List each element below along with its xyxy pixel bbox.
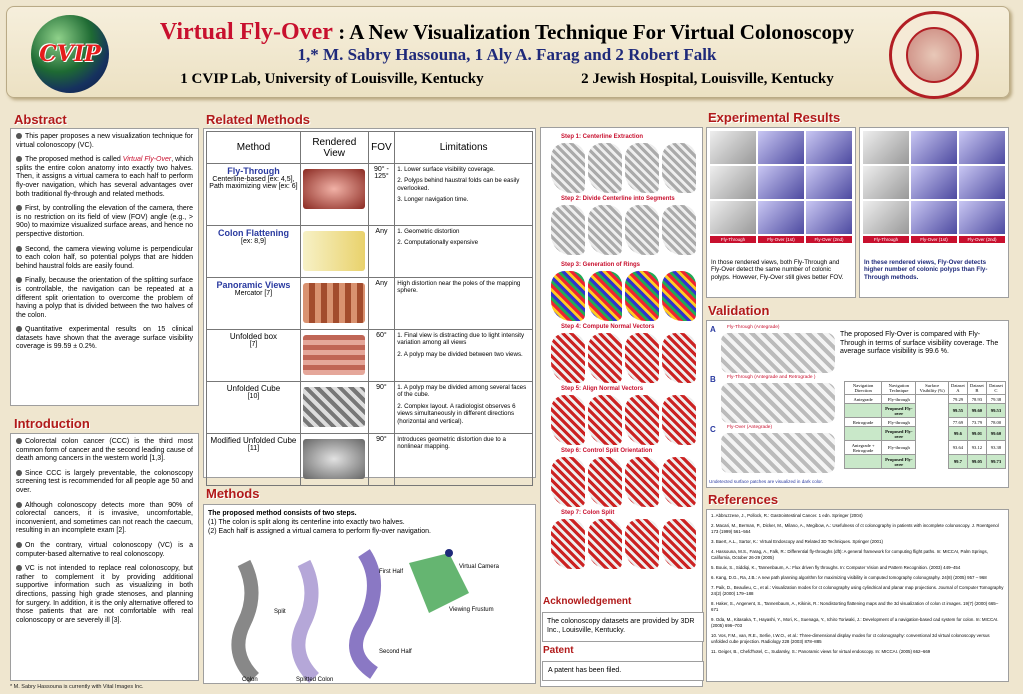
related-methods-box: [203, 128, 536, 478]
experimental-right-box: [859, 127, 1009, 298]
visibility-table-cell: Antegrade + Retrograde: [845, 441, 882, 455]
visibility-table-cell: 99.01: [967, 427, 986, 441]
visibility-table-cell: 79.29: [948, 395, 967, 404]
visibility-spacer-cell: [916, 418, 948, 427]
visibility-map: [721, 433, 835, 473]
table-row: [207, 434, 533, 486]
method-name: Modified Unfolded Cube: [210, 436, 297, 445]
table-header-0: Method: [207, 132, 301, 164]
rendered-colon-view: [710, 131, 756, 164]
abstract-paragraph: Second, the camera viewing volume is perpendicular to each colon half, so potential polyps that are hidden behind haustral folds are easily found.: [16, 245, 193, 270]
abstract-text: [11, 129, 198, 362]
limitations-cell: [395, 278, 533, 330]
patent-box: A patent has been filed.: [542, 661, 704, 681]
visibility-table-cell: Proposed Fly-over: [882, 404, 916, 418]
splitted-colon-shape: [298, 563, 314, 678]
reference-item: 3. Baert, A.L., Sartor, K.: Virtual Endoscopy and Related 3D Techniques. Springer (2001): [711, 539, 883, 544]
validation-note: Undetected surface patches are visualized in dark color.: [709, 479, 823, 484]
experimental-right-caption: In these rendered views, Fly-Over detects higher number of colonic polyps than Fly-Through methods.: [864, 259, 988, 281]
view-tag: Fly-Over (2nd): [959, 236, 1005, 243]
colon-rendering: [662, 143, 696, 193]
validation-text: The proposed Fly-Over is compared with Fly-Through in terms of surface visibility coverage. The average surface visibility is 99.6 %.: [840, 331, 999, 355]
visibility-map: [721, 383, 835, 423]
visibility-table-cell: 99.7: [948, 455, 967, 469]
poster-title: [127, 19, 887, 46]
step-label: Step 1: Centerline Extraction: [561, 134, 644, 140]
view-tag: Fly-Over (2nd): [806, 236, 852, 243]
experimental-results-title: Experimental Results: [708, 110, 841, 125]
affiliations: [127, 71, 887, 88]
visibility-table-cell: 93.64: [948, 441, 967, 455]
colon-shape: [238, 563, 254, 678]
visibility-table-header: Navigation Technique: [882, 382, 916, 395]
reference-item: 11. Geiger, B., Chefd'hotel, C., Sudarsky, S.: Panoramic views for virtual endoscopy. In: MICCAI. (2005) 662–669: [711, 649, 931, 654]
colon-rendering: [551, 457, 585, 507]
visibility-spacer-cell: [916, 441, 948, 455]
methods-title: Methods: [206, 486, 260, 501]
visibility-table-header: Dataset A: [948, 382, 967, 395]
visibility-table-row: [845, 395, 1006, 404]
visibility-table-cell: Fly-through: [882, 395, 916, 404]
limitation-item: 1. Geometric distortion: [397, 228, 460, 235]
visibility-table-cell: [845, 455, 882, 469]
visibility-table-header: Dataset B: [967, 382, 986, 395]
related-methods-table: [206, 131, 533, 486]
colon-rendering: [588, 333, 622, 383]
bullet-icon: [16, 438, 22, 444]
abstract-paragraph: First, by controlling the elevation of the camera, there is no restriction on its field of view (FOV) angle (e.g., > 90o) to maximize visualized surface areas, and hence no perspective distortion.: [16, 205, 193, 238]
references-title: References: [708, 492, 779, 507]
visibility-table-row: [845, 441, 1006, 455]
rendered-colon-view: [758, 166, 804, 199]
method-cell: [207, 278, 301, 330]
bullet-icon: [16, 156, 22, 162]
introduction-paragraph: On the contrary, virtual colonoscopy (VC) is a computer-based alternative to real colonoscopy.: [16, 541, 193, 558]
table-row: [207, 226, 533, 278]
visibility-table-cell: 79.38: [986, 395, 1005, 404]
rendered-colon-view: [863, 131, 909, 164]
bullet-icon: [16, 565, 22, 571]
methods-step-2: (2) Each half is assigned a virtual camera to perform fly-over navigation.: [208, 528, 431, 535]
rendered-view-thumbnail: [303, 439, 365, 479]
step-image-row: [551, 271, 696, 321]
visibility-table-cell: 78.93: [967, 395, 986, 404]
colon-rendering: [588, 143, 622, 193]
visibility-spacer-cell: [916, 404, 948, 418]
method-detail: [11]: [247, 445, 260, 452]
reference-item: 1. Abbruzzese, J., Pollock, R.: Gastrointestinal Cancer. 1 edn. Springer (2004): [711, 513, 863, 518]
rendered-colon-view: [806, 201, 852, 234]
limitations-cell: [395, 382, 533, 434]
fov-cell: 90°: [368, 382, 395, 434]
panel-title: Fly-Through (Antegrade and Retrograde ): [727, 375, 816, 380]
virtual-fly-over-term: Virtual Fly-Over: [122, 156, 172, 164]
reference-item: 6. Kang, D.G., Ra, J.B.: A new path planning algorithm for maximizing visibility in computed tomography colonography. 24(8) (2005) 957 – 968: [711, 575, 987, 580]
label-splitted-colon: Splitted Colon: [296, 677, 334, 683]
experimental-right-grid: [860, 128, 1008, 246]
colon-rendering: [625, 143, 659, 193]
panel-label: A: [710, 325, 716, 334]
panel-title: Fly-Through (Antegrade): [727, 325, 780, 330]
cvip-logo-text: CVIP: [39, 41, 101, 67]
method-detail: [ex: 8,9]: [241, 238, 266, 245]
method-name: Colon Flattening: [217, 228, 289, 238]
method-detail: [10]: [247, 393, 260, 400]
limitation-item: 1. Final view is distracting due to light intensity variation among all views: [397, 332, 525, 347]
rendered-colon-view: [911, 201, 957, 234]
visibility-map: [721, 333, 835, 373]
panel-label: C: [710, 425, 716, 434]
visibility-table-cell: 99.05: [967, 455, 986, 469]
methods-text: [204, 505, 535, 540]
fov-cell: 90° - 125°: [368, 164, 395, 226]
authors: 1,* M. Sabry Hassouna, 1 Aly A. Farag and 2 Robert Falk: [297, 45, 717, 64]
fov-cell: Any: [368, 226, 395, 278]
label-second-half: Second Half: [379, 649, 412, 655]
colon-rendering: [625, 333, 659, 383]
view-tag: Fly-Over (1st): [911, 236, 957, 243]
acknowledgement-title: Acknowledgement: [543, 596, 632, 607]
first-half-shape: [356, 553, 374, 673]
method-cell: [207, 382, 301, 434]
visibility-table-row: [845, 455, 1006, 469]
bullet-icon: [16, 470, 22, 476]
rendered-view-thumbnail: [303, 335, 365, 375]
visibility-table-cell: [845, 427, 882, 441]
limitation-item: 2. A polyp may be divided between two views.: [397, 350, 523, 358]
rendered-colon-view: [911, 166, 957, 199]
rendered-view-thumbnail: [303, 283, 365, 323]
experimental-left-box: [706, 127, 856, 298]
introduction-paragraph: Since CCC is largely preventable, the colonoscopy screening test is recommended for all people age 50 and over.: [16, 469, 193, 494]
panel-title: Fly-Over (Antegrade): [727, 425, 773, 430]
colon-rendering: [625, 519, 659, 569]
method-cell: [207, 164, 301, 226]
visibility-table-cell: 99.55: [948, 404, 967, 418]
bullet-icon: [16, 542, 22, 548]
colon-rendering: [588, 395, 622, 445]
visibility-table-cell: 77.69: [948, 418, 967, 427]
step-label: Step 7: Colon Split: [561, 510, 615, 516]
rendered-view-cell: [300, 330, 368, 382]
method-cell: [207, 434, 301, 486]
reference-item: 2. Macari, M., Berman, P., Dicker, M., Milano, A., Megibow, A.: Usefulness of ct colonography in patients with incomplete colonoscopy. J. Roentgenol 173 (1999) 561–564: [711, 523, 999, 534]
abstract-box: [10, 128, 199, 406]
visibility-table-cell: Proposed Fly-over: [882, 455, 916, 469]
rendered-view-cell: [300, 434, 368, 486]
method-detail: Centerline-based [ex: 4,5], Path maximizing view [ex: 6]: [209, 176, 298, 190]
step-image-row: [551, 519, 696, 569]
rendered-view-thumbnail: [303, 231, 365, 271]
limitations-cell: [395, 330, 533, 382]
introduction-paragraph: Colorectal colon cancer (CCC) is the third most common form of cancer and the second leading cause of death among cancers in the western world [1,3].: [16, 438, 193, 463]
reference-item: 10. Vos, F.M., van, R.E., Serlie, I.W.O., et al.: Three-dimensional display modes for ct colonography: conventional 3d virtual colonoscopy versus unfolded cube projection. Radiology 228 (2003) 878–885: [711, 633, 990, 644]
method-name: Fly-Through: [227, 166, 280, 176]
references-box: [706, 509, 1009, 682]
visibility-table-header: Dataset C: [986, 382, 1005, 395]
rendered-colon-view: [959, 166, 1005, 199]
colon-rendering: [625, 457, 659, 507]
colon-rendering: [662, 519, 696, 569]
visibility-table-cell: Proposed Fly-over: [882, 427, 916, 441]
colon-rendering: [551, 333, 585, 383]
colon-rendering: [662, 457, 696, 507]
rendered-colon-view: [806, 166, 852, 199]
visibility-table-cell: 99.6: [948, 427, 967, 441]
visibility-table-row: [845, 404, 1006, 418]
acknowledgement-box: The colonoscopy datasets are provided by 3DR Inc., Louisville, Kentucky.: [542, 612, 704, 642]
step-image-row: [551, 205, 696, 255]
step-image-row: [551, 333, 696, 383]
validation-box: [706, 320, 1009, 488]
rendered-colon-view: [758, 201, 804, 234]
reference-item: 5. Bouix, S., Siddiqi, K., Tannenbaum, A.: Flux driven fly throughs. In: Computer Vision and Pattern Recognition. (2003) 449–454: [711, 565, 961, 570]
visibility-spacer-cell: [916, 395, 948, 404]
colon-rendering: [662, 395, 696, 445]
reference-item: 4. Hassouna, M.S., Farag, A., Falk, R.: Differential fly-throughs (dft): A general framework for computing flight paths. In: MICCAI, Palm Springs, California, October 26-29 (2005): [711, 549, 988, 560]
colon-rendering: [551, 205, 585, 255]
patent-title: Patent: [543, 645, 574, 656]
affiliation-1: 1 CVIP Lab, University of Louisville, Kentucky: [180, 71, 484, 87]
rendered-colon-view: [758, 131, 804, 164]
title-rest: : A New Visualization Technique For Virtual Colonoscopy: [332, 20, 855, 44]
label-virtual-camera: Virtual Camera: [459, 564, 499, 570]
validation-title: Validation: [708, 303, 770, 318]
limitation-item: 1. Lower surface visibility coverage.: [397, 166, 495, 173]
visibility-table-cell: Fly-through: [882, 441, 916, 455]
abstract-title: Abstract: [14, 112, 67, 127]
colon-rendering: [588, 457, 622, 507]
bullet-icon: [16, 502, 22, 508]
rendered-colon-view: [959, 201, 1005, 234]
visibility-table-cell: 99.53: [986, 404, 1005, 418]
rendered-colon-view: [806, 131, 852, 164]
colon-rendering: [588, 519, 622, 569]
visibility-table-header: Surface Visibility (%): [916, 382, 948, 395]
limitation-item: Introduces geometric distortion due to a nonlinear mapping.: [397, 436, 506, 451]
colon-rendering: [625, 271, 659, 321]
method-cell: [207, 226, 301, 278]
colon-rendering: [662, 333, 696, 383]
rendered-colon-view: [863, 166, 909, 199]
abstract-paragraph: The proposed method is called Virtual Fly-Over, which splits the entire colon anatomy into exactly two halves. Then, it assigns a virtual camera to each half to perform fly-over navigation, which has several advantages over both traditional fly-through and related methods.: [16, 156, 193, 198]
limitation-item: High distortion near the poles of the mapping sphere.: [397, 280, 521, 295]
colon-rendering: [551, 519, 585, 569]
bullet-icon: [16, 133, 22, 139]
visibility-table-cell: 73.79: [967, 418, 986, 427]
view-tags: [863, 236, 1005, 243]
limitation-item: 3. Longer navigation time.: [397, 196, 469, 204]
visibility-table-cell: 99.73: [986, 455, 1005, 469]
rendered-view-cell: [300, 382, 368, 434]
rendered-colon-view: [710, 201, 756, 234]
visibility-table-cell: [845, 404, 882, 418]
step-label: Step 4: Compute Normal Vectors: [561, 324, 655, 330]
references-list: [707, 510, 1008, 662]
method-name: Unfolded Cube: [226, 384, 281, 393]
colon-rendering: [662, 205, 696, 255]
abstract-paragraph: Finally, because the orientation of the splitting surface is controllable, the navigation can be repeated at a different split orientation to overcome the problem of having a polyp that is divided between the two halves of the colon.: [16, 277, 193, 319]
visibility-table-cell: Antegrade: [845, 395, 882, 404]
colon-rendering: [662, 271, 696, 321]
visibility-table-header: Navigation Direction: [845, 382, 882, 395]
poster-header: [6, 6, 1010, 98]
view-tag: Fly-Through: [863, 236, 909, 243]
limitation-item: 1. A polyp may be divided among several faces of the cube.: [397, 384, 527, 399]
rendered-colon-view: [863, 201, 909, 234]
panel-label: B: [710, 375, 716, 384]
step-label: Step 3: Generation of Rings: [561, 262, 641, 268]
experimental-left-caption: In those rendered views, both Fly-Through and Fly-Over detect the same number of colonic polyps. However, Fly-Over still gives better FOV.: [711, 259, 844, 281]
bullet-icon: [16, 205, 22, 211]
methods-diagram: [204, 543, 534, 683]
limitations-cell: [395, 164, 533, 226]
visibility-table-cell: Retrograde: [845, 418, 882, 427]
rendered-colon-view: [959, 131, 1005, 164]
abstract-paragraph: Quantitative experimental results on 15 clinical datasets have shown that the average surface visibility coverage is 99.59 ± 0.2%.: [16, 326, 193, 351]
university-seal-logo: [889, 11, 979, 99]
method-name: Panoramic Views: [216, 280, 291, 290]
visibility-table-cell: 99.60: [967, 404, 986, 418]
rendered-view-thumbnail: [303, 169, 365, 209]
introduction-paragraph: Although colonoscopy detects more than 90% of colorectal cancers, it is invasive, uncomfortable, inconvenient, and sometimes can not reach the caecum, resulting in an incomplete exam [2].: [16, 501, 193, 535]
virtual-camera-shape: [445, 549, 453, 557]
table-header-1: Rendered View: [300, 132, 368, 164]
step-image-row: [551, 143, 696, 193]
introduction-title: Introduction: [14, 416, 90, 431]
colon-rendering: [551, 271, 585, 321]
rendered-view-cell: [300, 226, 368, 278]
visibility-table-cell: 93.12: [967, 441, 986, 455]
rendered-view-cell: [300, 164, 368, 226]
fov-cell: Any: [368, 278, 395, 330]
step-label: Step 5: Align Normal Vectors: [561, 386, 644, 392]
rendered-view-thumbnail: [303, 387, 365, 427]
method-detail: Mercator [7]: [234, 290, 273, 297]
reference-item: 9. Oda, M., Kitasaka, T., Hayashi, Y., Mori, K., Suenaga, Y., Ichiro Toriwaki, J.: Development of a navigation-based cad system for colon. In: MICCAI. (2005) 696–703: [711, 617, 999, 628]
rendered-colon-view: [911, 131, 957, 164]
label-viewing-frustum: Viewing Frustum: [449, 607, 494, 613]
abstract-paragraph: This paper proposes a new visualization technique for virtual colonoscopy (VC).: [16, 133, 193, 149]
footer-note: * M. Sabry Hassouna is currently with Vital Images Inc.: [10, 684, 144, 690]
introduction-text: [11, 434, 198, 635]
limitations-cell: [395, 434, 533, 486]
visibility-spacer-cell: [916, 427, 948, 441]
visibility-spacer-cell: [916, 455, 948, 469]
colon-rendering: [551, 395, 585, 445]
bullet-icon: [16, 277, 22, 283]
limitation-item: 2. Polyps behind haustral folds can be easily overlooked.: [397, 177, 520, 192]
label-colon: Colon: [242, 677, 258, 683]
table-row: [207, 164, 533, 226]
reference-item: 7. Paik, D., Beaulieu, C., et al.: Visualization modes for ct colonography using cylindrical and planar map projections. Journal of Computer Tomography 24(2) (2000) 179–188: [711, 585, 1004, 596]
table-row: [207, 330, 533, 382]
step-image-row: [551, 457, 696, 507]
methods-step-1: (1) The colon is split along its centerline into exactly two halves.: [208, 519, 405, 526]
introduction-box: [10, 433, 199, 681]
view-tag: Fly-Through: [710, 236, 756, 243]
methods-heading: The proposed method consists of two steps.: [208, 510, 357, 517]
colon-rendering: [625, 205, 659, 255]
title-red: Virtual Fly-Over: [159, 19, 333, 45]
colon-rendering: [588, 271, 622, 321]
viewing-frustum-shape: [409, 553, 469, 613]
step-image-row: [551, 395, 696, 445]
method-cell: [207, 330, 301, 382]
visibility-table-row: [845, 418, 1006, 427]
rendered-view-cell: [300, 278, 368, 330]
colon-rendering: [588, 205, 622, 255]
limitations-cell: [395, 226, 533, 278]
table-header-2: FOV: [368, 132, 395, 164]
fov-cell: 60°: [368, 330, 395, 382]
bullet-icon: [16, 246, 22, 252]
table-row: [207, 382, 533, 434]
related-methods-title: Related Methods: [206, 112, 311, 127]
label-first-half: First Half: [379, 569, 403, 575]
step-label: Step 6: Control Split Orientation: [561, 448, 653, 454]
visibility-table-cell: 78.00: [986, 418, 1005, 427]
colon-rendering: [625, 395, 659, 445]
visibility-table-row: [845, 427, 1006, 441]
visibility-table-cell: 99.60: [986, 427, 1005, 441]
limitation-item: 2. Complex layout. A radiologist observes 6 views simultaneously in different directions (horizontal and vertical).: [397, 402, 516, 425]
view-tag: Fly-Over (1st): [758, 236, 804, 243]
cvip-logo: [31, 15, 109, 93]
visibility-table: [844, 381, 1006, 469]
table-header-3: Limitations: [395, 132, 533, 164]
label-split: Split: [274, 609, 286, 615]
limitation-item: 2. Computationally expensive: [397, 239, 479, 247]
methods-box: [203, 504, 536, 684]
visibility-table-cell: Fly-through: [882, 418, 916, 427]
rendered-colon-view: [710, 166, 756, 199]
step-label: Step 2: Divide Centerline into Segments: [561, 196, 675, 202]
view-tags: [710, 236, 852, 243]
bullet-icon: [16, 326, 22, 332]
reference-item: 8. Haker, S., Angenent, S., Tannenbaum, A., Kikinis, R.: Nondistorting flattening maps and the 3d visualization of colon ct images. 19(7) (2000) 665–671: [711, 601, 999, 612]
method-name: Unfolded box: [229, 332, 278, 341]
fov-cell: 90°: [368, 434, 395, 486]
table-row: [207, 278, 533, 330]
method-detail: [7]: [249, 341, 258, 348]
introduction-paragraph: VC is not intended to replace real colonoscopy, but rather to complement it by providing additional supportive information such as visualizing in both directions, passing high grade stenoses, and planning for surgery. In addition, it is the only alternative offered to those patients that are not comfortable with real colonoscopy or are severely ill [3].: [16, 565, 193, 624]
experimental-left-grid: [707, 128, 855, 246]
visibility-table-cell: 93.38: [986, 441, 1005, 455]
colon-rendering: [551, 143, 585, 193]
affiliation-2: 2 Jewish Hospital, Louisville, Kentucky: [581, 71, 834, 87]
